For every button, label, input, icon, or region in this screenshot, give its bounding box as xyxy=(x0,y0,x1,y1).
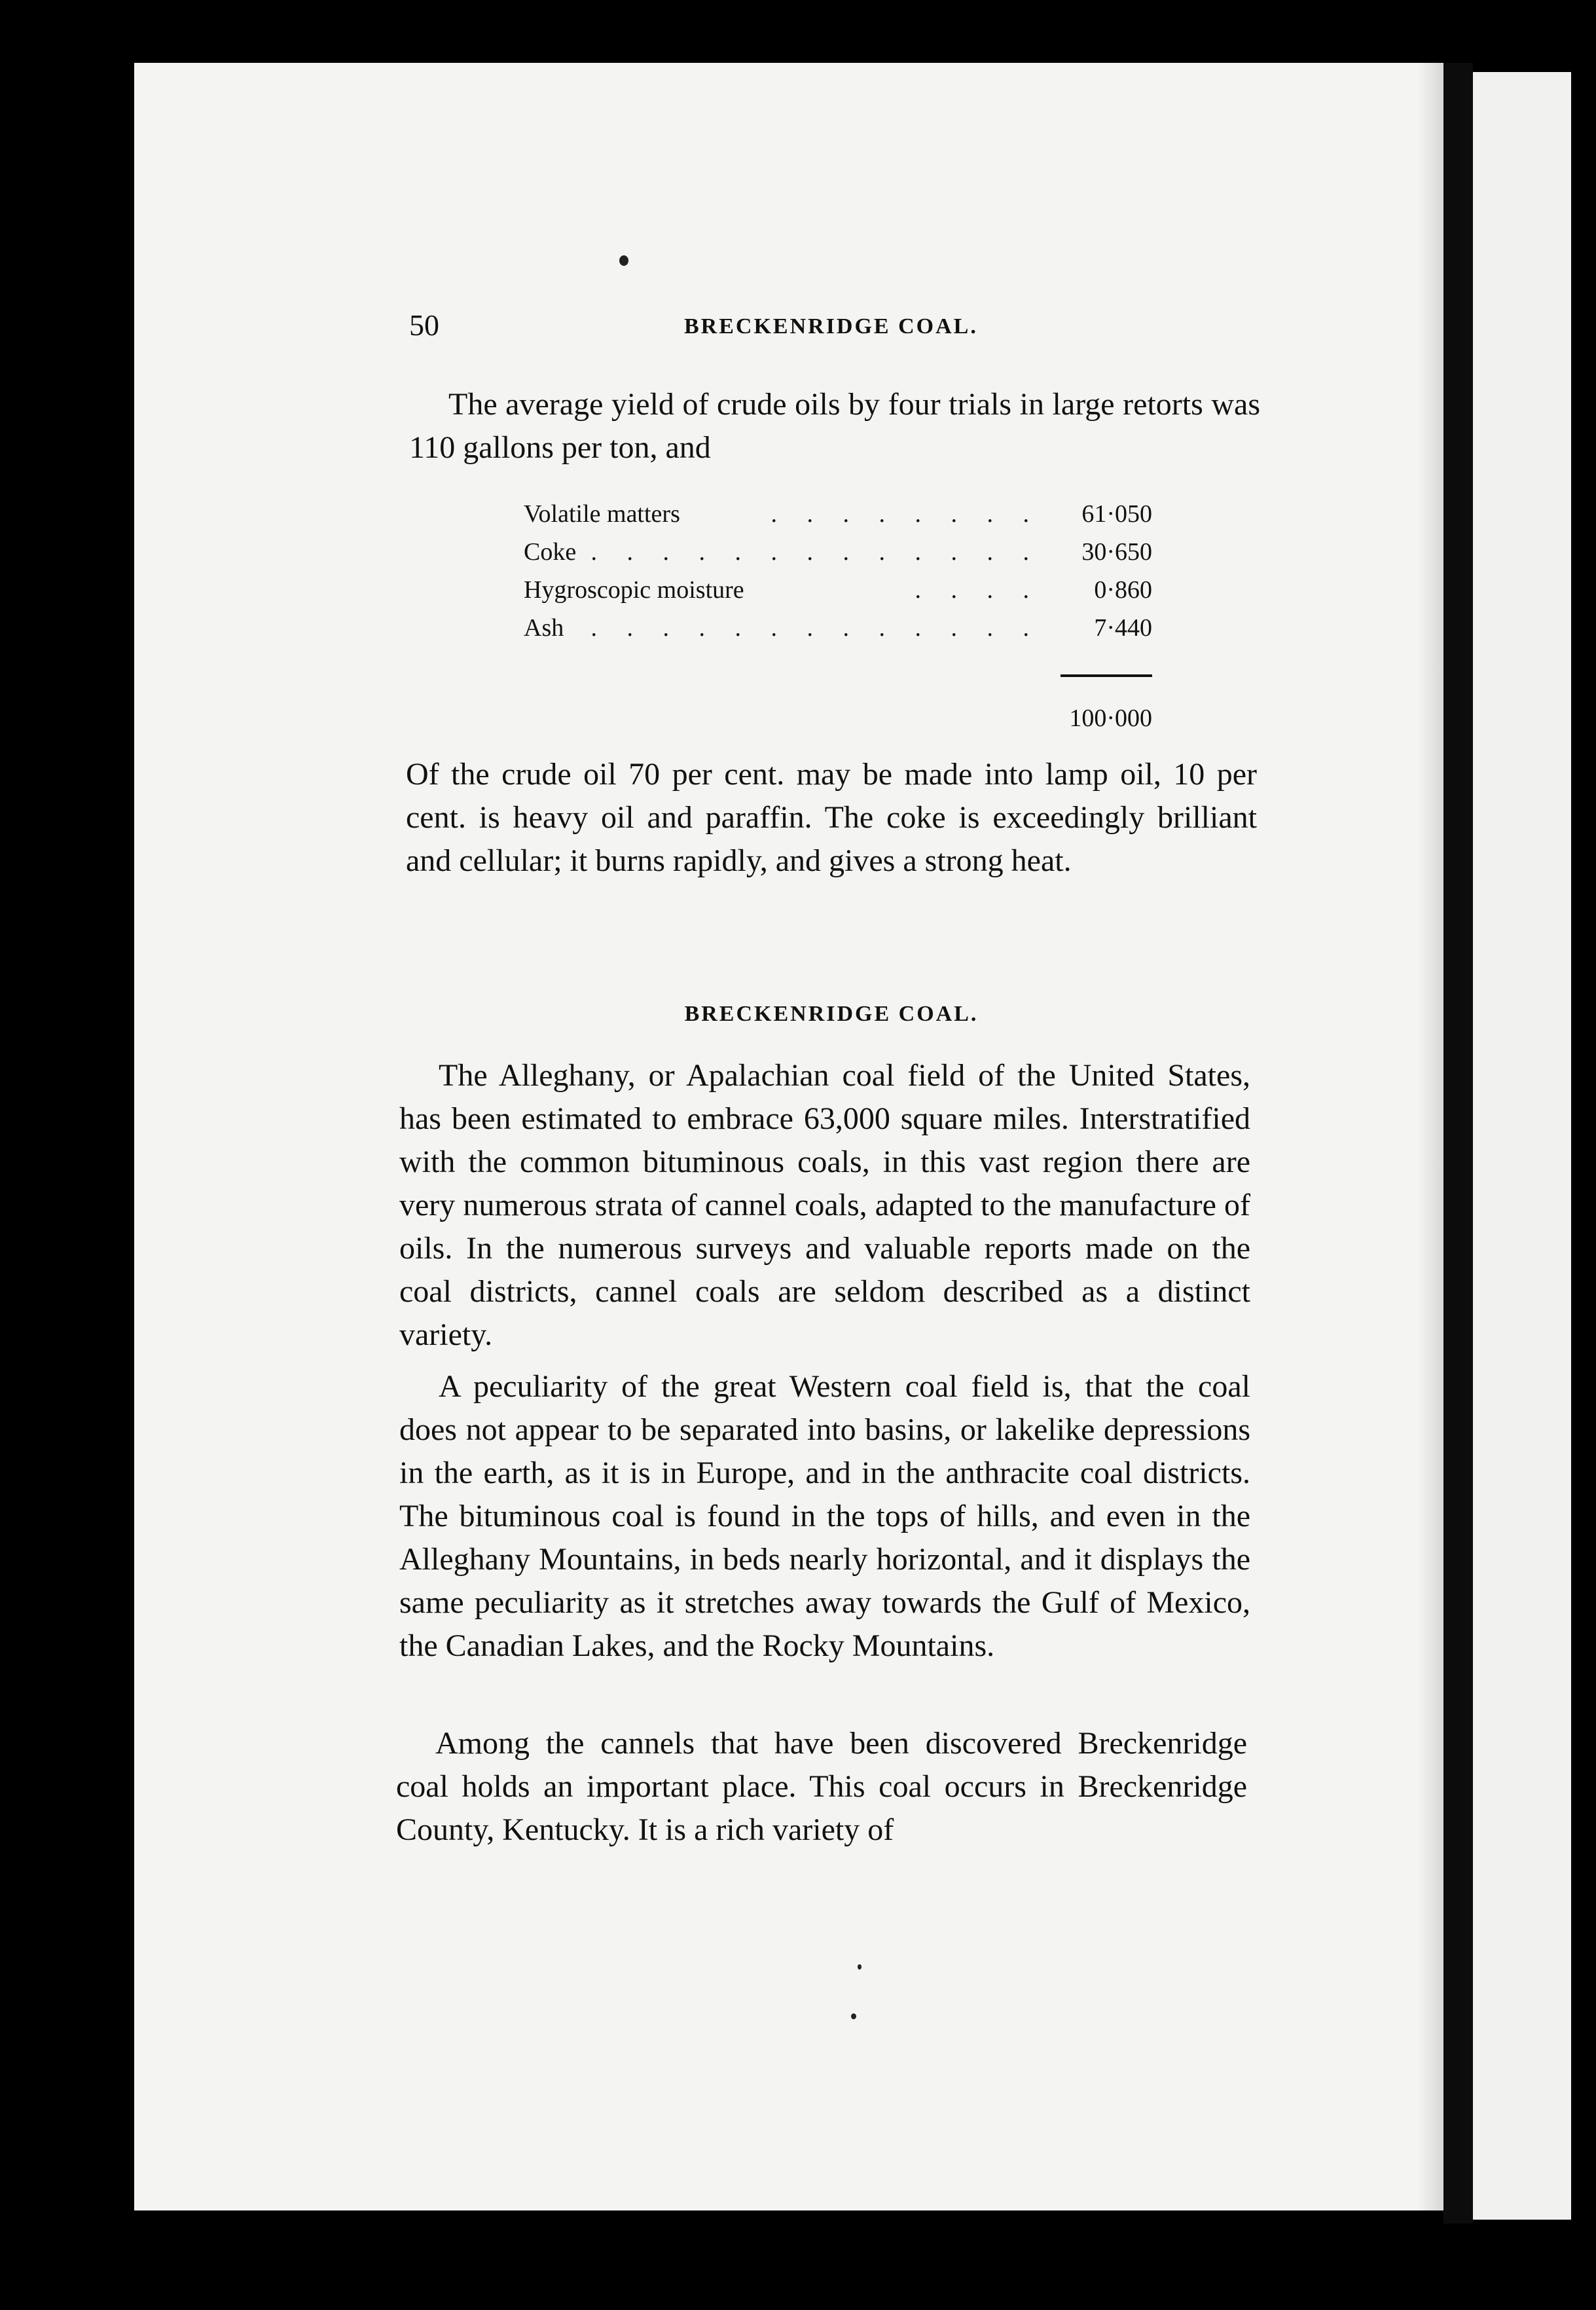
leader-dots: . . . . . . . . . . . . . xyxy=(590,538,1041,566)
ink-speck xyxy=(858,1964,861,1970)
analysis-row xyxy=(524,494,1152,532)
analysis-value: 61·050 xyxy=(1081,500,1152,528)
ink-speck xyxy=(619,255,628,266)
sum-rule xyxy=(1061,674,1152,677)
analysis-value: 0·860 xyxy=(1094,576,1152,604)
leader-dots: . . . . . . . . xyxy=(771,500,1041,528)
analysis-value: 30·650 xyxy=(1081,538,1152,566)
page-header xyxy=(409,308,1286,360)
analysis-label: Hygroscopic moisture xyxy=(524,576,744,604)
book-gutter xyxy=(1443,63,1473,2224)
analysis-label: Volatile matters xyxy=(524,500,680,528)
body-paragraph: Among the cannels that have been discovered Breckenridge coal holds an important place. This coal occurs in Breckenridge County, Kentucky. It is a rich variety of xyxy=(396,1726,1247,1847)
analysis-row xyxy=(524,532,1152,570)
running-head: BRECKENRIDGE COAL. xyxy=(684,314,978,339)
analysis-row xyxy=(524,608,1152,646)
ink-speck xyxy=(851,2013,856,2019)
analysis-label: Coke xyxy=(524,538,577,566)
analysis-row xyxy=(524,570,1152,608)
body-paragraph: A peculiarity of the great Western coal field is, that the coal does not appear to be separated into basins, or lakelike depressions in the earth, as it is in Europe, and in the anthracite coal districts. The bituminous coal is found in the tops of hills, and even in the Alleghany Mountains, in beds nearly horizontal, and it displays the same peculiarity as it stretches away towards the Gulf of Mexico, the Canadian Lakes, and the Rocky Mountains. xyxy=(399,1369,1250,1663)
analysis-value: 7·440 xyxy=(1094,614,1152,642)
leader-dots: . . . . . . . . . . . . . xyxy=(590,614,1041,642)
analysis-total: 100·000 xyxy=(1069,705,1152,732)
adjacent-page-edge xyxy=(1473,72,1571,2220)
page-number: 50 xyxy=(409,308,439,342)
analysis-table xyxy=(524,494,1152,732)
crude-oil-paragraph: Of the crude oil 70 per cent. may be made into lamp oil, 10 per cent. is heavy oil and paraffin. The coke is exceedingly brilliant and cellular; it burns rapidly, and gives a strong heat. xyxy=(406,757,1257,878)
analysis-label: Ash xyxy=(524,614,564,642)
page-edge-shadow xyxy=(1417,63,1443,2210)
section-heading: BRECKENRIDGE COAL. xyxy=(684,1002,979,1026)
intro-paragraph: The average yield of crude oils by four trials in large retorts was 110 gallons per ton, and xyxy=(409,387,1260,465)
leader-dots: . . . . xyxy=(915,576,1041,604)
body-paragraph: The Alleghany, or Apalachian coal field of the United States, has been estimated to embrace 63,000 square miles. Interstratified with the common bituminous coals, in this vast region there are very numerous strata of cannel coals, adapted to the manufacture of oils. In the numerous surveys and valuable reports made on the coal districts, cannel coals are seldom described as a distinct variety. xyxy=(399,1058,1250,1352)
